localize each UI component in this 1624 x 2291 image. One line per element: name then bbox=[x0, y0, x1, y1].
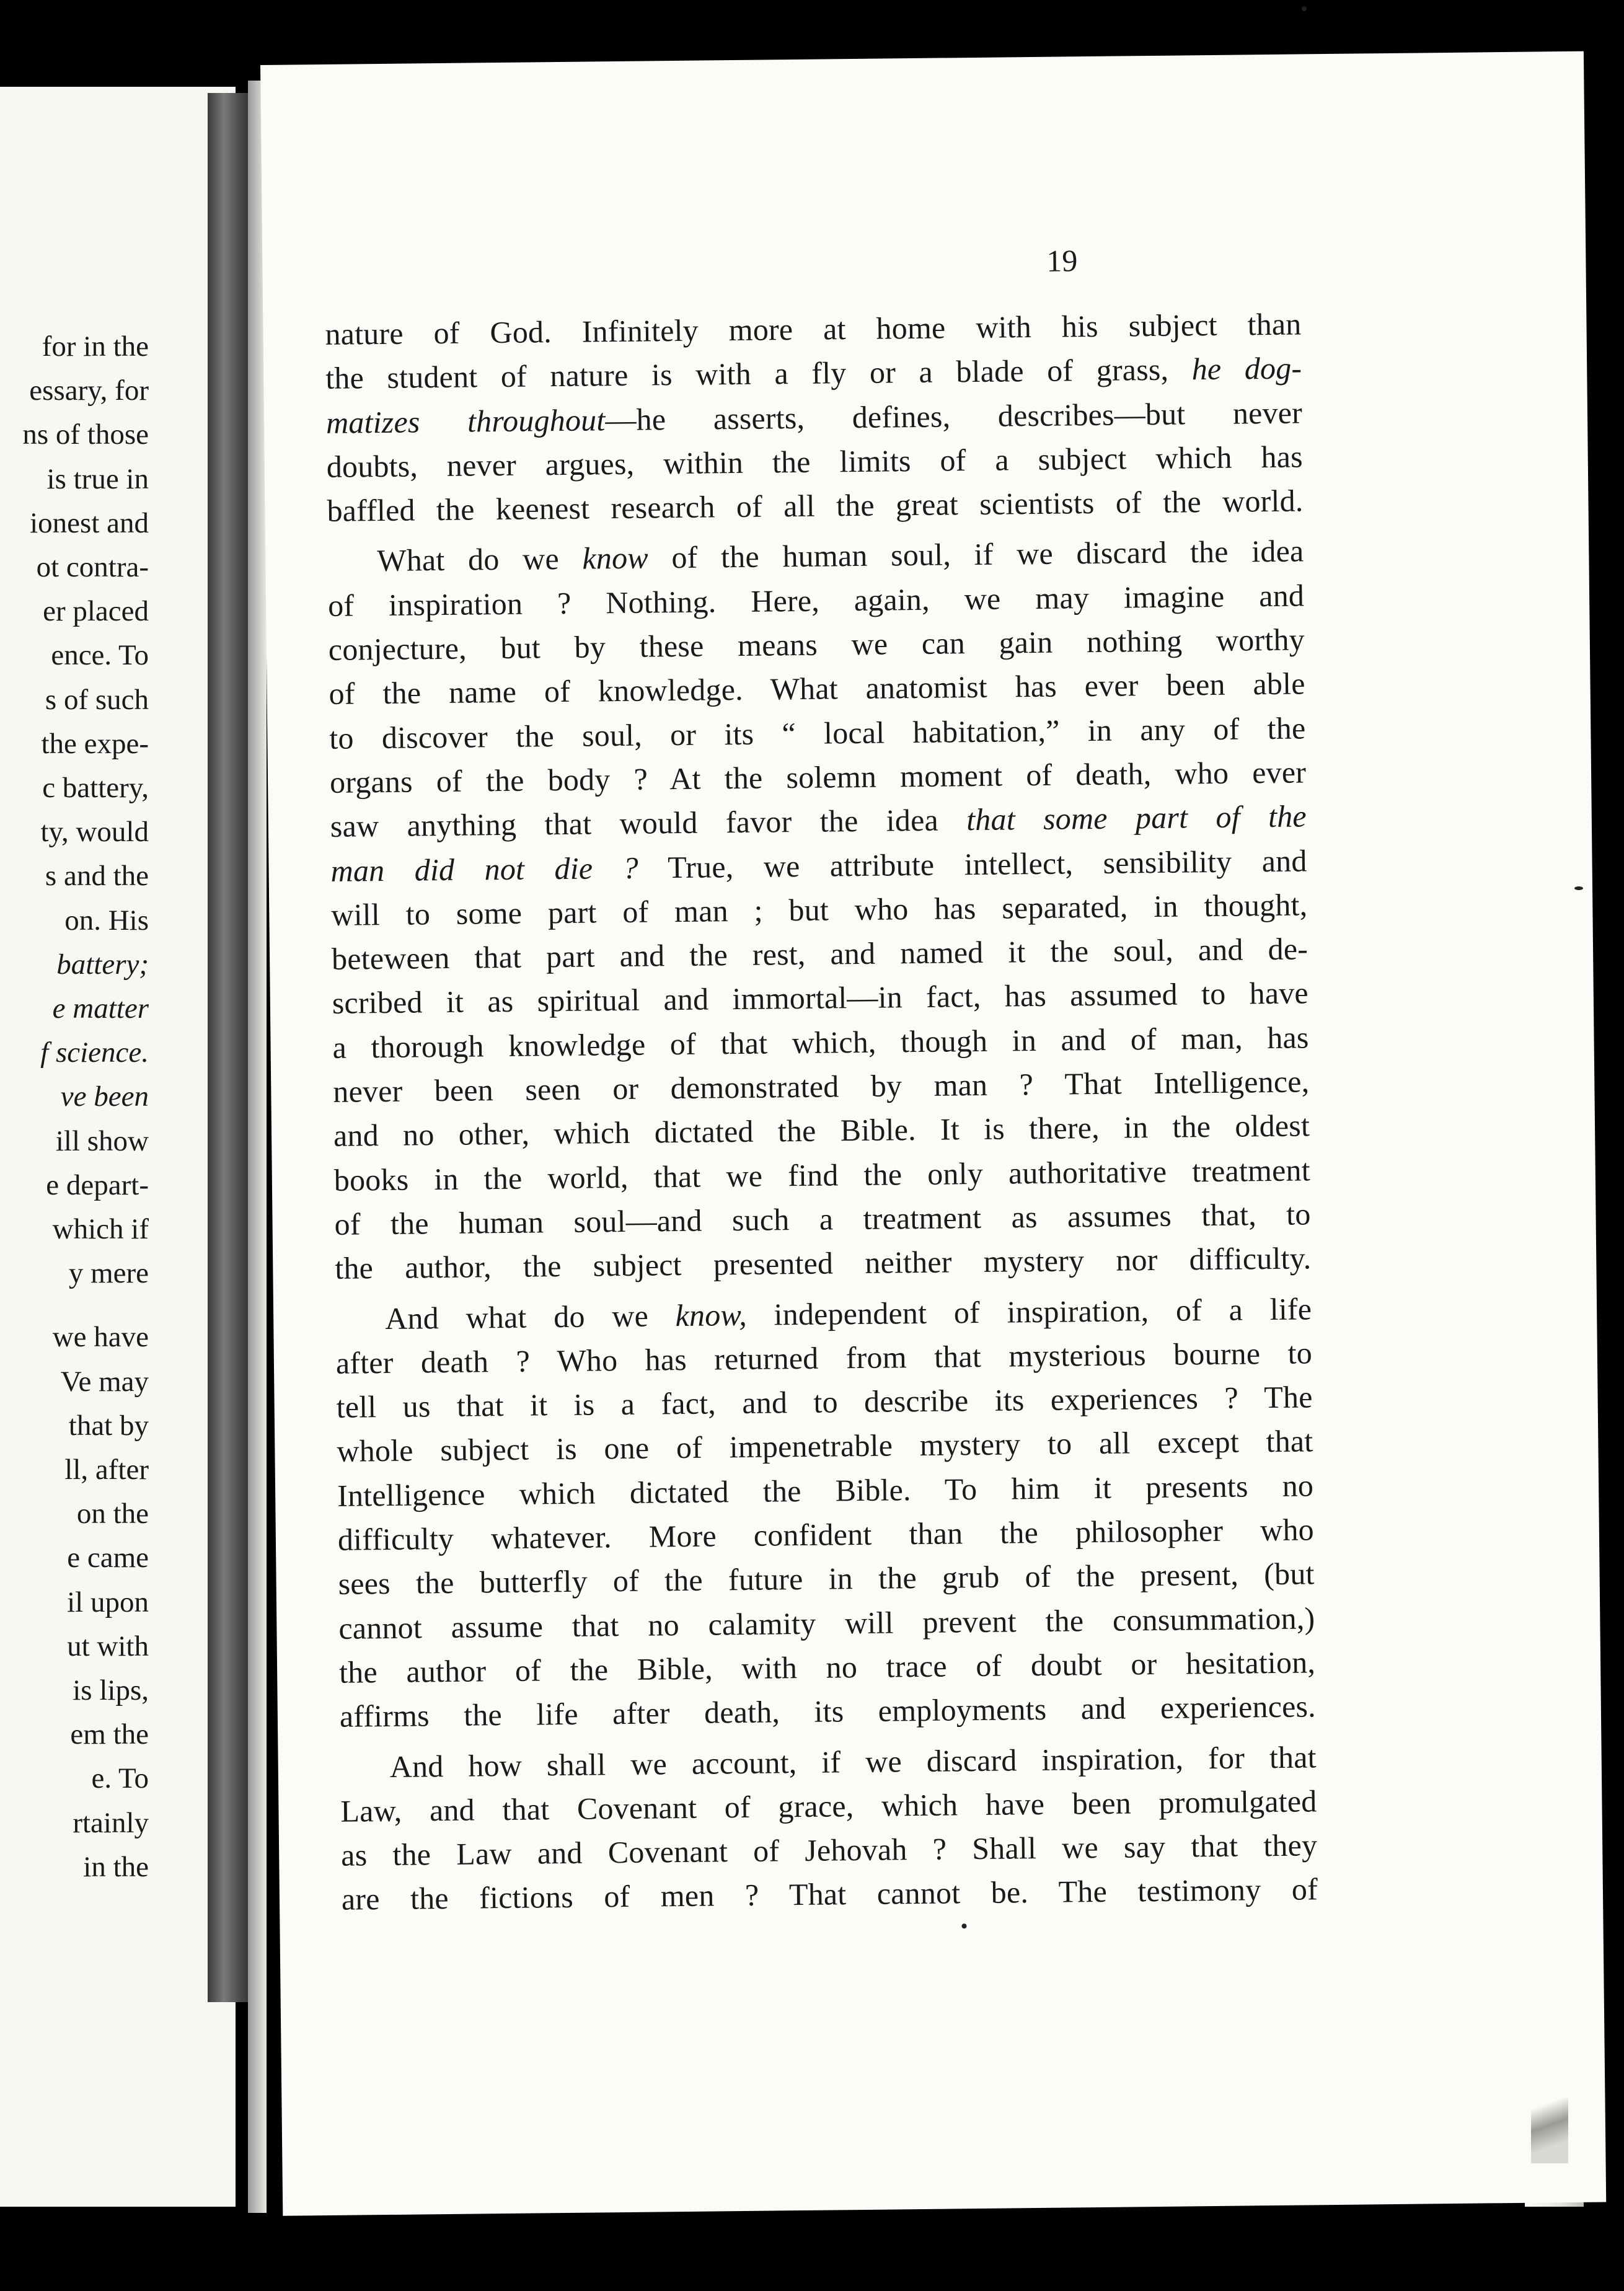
text-line: the author, the subject presented neither mystery nor difficulty. bbox=[335, 1240, 1312, 1286]
left-page-line: c battery, bbox=[42, 772, 149, 804]
left-page-line: e. To bbox=[91, 1762, 149, 1795]
left-page-line: ot contra- bbox=[36, 551, 149, 583]
left-page-line: ionest and bbox=[30, 506, 149, 539]
left-page-line: e came bbox=[67, 1542, 149, 1574]
paragraph-start: And how shall we account, if we discard inspiration, for that bbox=[389, 1739, 1317, 1784]
text-line: sees the butterfly of the future in the grub of the present, (but bbox=[338, 1556, 1315, 1602]
left-page-line: is true in bbox=[46, 462, 149, 495]
text-line: beteween that part and the rest, and named it the soul, and de- bbox=[331, 931, 1308, 977]
text-line: of the name of knowledge. What anatomist has ever been able bbox=[329, 666, 1305, 712]
right-page bbox=[260, 51, 1606, 2216]
left-page-line: f science. bbox=[40, 1036, 149, 1069]
left-page-line: rtainly bbox=[73, 1806, 149, 1839]
text-line: whole subject is one of impenetrable mystery to all except that bbox=[337, 1423, 1313, 1469]
left-page-line: essary, for bbox=[29, 374, 149, 407]
left-page-line: we have bbox=[52, 1321, 149, 1354]
body-text bbox=[325, 302, 1318, 1922]
left-page-line: which if bbox=[52, 1213, 149, 1245]
left-page-line: that by bbox=[68, 1409, 149, 1442]
book-gutter bbox=[208, 93, 254, 2002]
paragraph-start: And what do we know, independent of inspiration, of a life bbox=[384, 1291, 1312, 1336]
text-line: difficulty whatever. More confident than the philosopher who bbox=[337, 1512, 1315, 1557]
text-line: the author of the Bible, with no trace of doubt or hesitation, bbox=[338, 1644, 1316, 1690]
text-line: cannot assume that no calamity will prevent the consummation,) bbox=[338, 1600, 1315, 1646]
left-page-line: in the bbox=[83, 1850, 149, 1883]
text-line: conjecture, but by these means we can gain nothing worthy bbox=[328, 622, 1305, 667]
left-page-line: on the bbox=[76, 1498, 149, 1530]
left-page-line: is lips, bbox=[73, 1674, 149, 1706]
text-line: will to some part of man ; but who has separated, in thought, bbox=[331, 887, 1308, 932]
text-line: affirms the life after death, its employments and experiences. bbox=[339, 1688, 1317, 1734]
left-page-line: ns of those bbox=[22, 418, 149, 451]
text-line: of the human soul—and such a treatment as assumes that, to bbox=[334, 1196, 1311, 1242]
left-page-line: er placed bbox=[43, 595, 149, 628]
left-page-line: em the bbox=[70, 1718, 149, 1751]
text-line: matizes throughout—he asserts, defines, describes—but never bbox=[325, 395, 1303, 440]
left-page-line: ve been bbox=[60, 1080, 149, 1113]
text-line: a thorough knowledge of that which, though in and of man, has bbox=[332, 1020, 1309, 1065]
left-page-line: e matter bbox=[52, 992, 149, 1025]
text-line: scribed it as spiritual and immortal—in fact, has assumed to have bbox=[332, 975, 1309, 1021]
left-page-line: ll, after bbox=[64, 1454, 149, 1486]
text-line: never been seen or demonstrated by man ? That Intelligence, bbox=[333, 1064, 1310, 1109]
left-page-line: il upon bbox=[67, 1586, 149, 1618]
left-page-line: s of such bbox=[45, 683, 149, 716]
left-page-line: y mere bbox=[68, 1257, 149, 1290]
scan-speck bbox=[1574, 886, 1583, 890]
text-line: baffled the keenest research of all the great scientists of the world. bbox=[327, 483, 1304, 529]
left-page-line: ty, would bbox=[40, 816, 149, 849]
text-line: are the fictions of men ? That cannot be. The testimony of bbox=[341, 1871, 1318, 1917]
scan-speck bbox=[961, 1923, 966, 1928]
left-page-line: e depart- bbox=[46, 1168, 149, 1201]
text-line: after death ? Who has returned from that mysterious bourne to bbox=[335, 1335, 1313, 1380]
text-line: Law, and that Covenant of grace, which have been promulgated bbox=[340, 1783, 1317, 1829]
left-page-line: for in the bbox=[42, 330, 149, 363]
text-line: man did not die ? True, we attribute intellect, sensibility and bbox=[330, 842, 1307, 888]
left-page-line: battery; bbox=[56, 948, 149, 981]
text-line: as the Law and Covenant of Jehovah ? Shall we say that they bbox=[340, 1827, 1318, 1873]
text-line: of inspiration ? Nothing. Here, again, we may imagine and bbox=[327, 578, 1305, 623]
left-page-line: Ve may bbox=[60, 1365, 149, 1398]
left-page-line: ence. To bbox=[51, 639, 149, 672]
text-line: tell us that it is a fact, and to describe its experiences ? The bbox=[336, 1379, 1313, 1424]
left-page-line: on. His bbox=[64, 904, 149, 937]
text-line: organs of the body ? At the solemn moment of death, who ever bbox=[329, 754, 1307, 800]
page-corner-curl bbox=[1531, 2064, 1568, 2163]
scan-speck bbox=[1302, 6, 1307, 11]
left-page-line: ut with bbox=[67, 1630, 149, 1662]
text-line: saw anything that would favor the idea that some part of the bbox=[330, 798, 1307, 844]
left-page-line: s and the bbox=[45, 860, 149, 893]
text-line: books in the world, that we find the only authoritative treatment bbox=[333, 1152, 1311, 1198]
paragraph-start: What do we know of the human soul, if we discard the idea bbox=[377, 533, 1304, 578]
text-line: Intelligence which dictated the Bible. To him it presents no bbox=[337, 1468, 1314, 1513]
left-page-line: ill show bbox=[55, 1124, 149, 1157]
text-line: doubts, never argues, within the limits of a subject which has bbox=[326, 439, 1303, 484]
left-page bbox=[0, 87, 236, 2207]
text-line: and no other, which dictated the Bible. It is there, in the oldest bbox=[333, 1108, 1310, 1154]
text-line: nature of God. Infinitely more at home with his subject than bbox=[325, 306, 1302, 351]
text-line: the student of nature is with a fly or a blade of grass, he dog- bbox=[325, 350, 1302, 396]
page-number: 19 bbox=[1046, 243, 1078, 278]
text-line: to discover the soul, or its “ local habitation,” in any of the bbox=[329, 710, 1306, 756]
left-page-line: the expe- bbox=[41, 727, 149, 760]
